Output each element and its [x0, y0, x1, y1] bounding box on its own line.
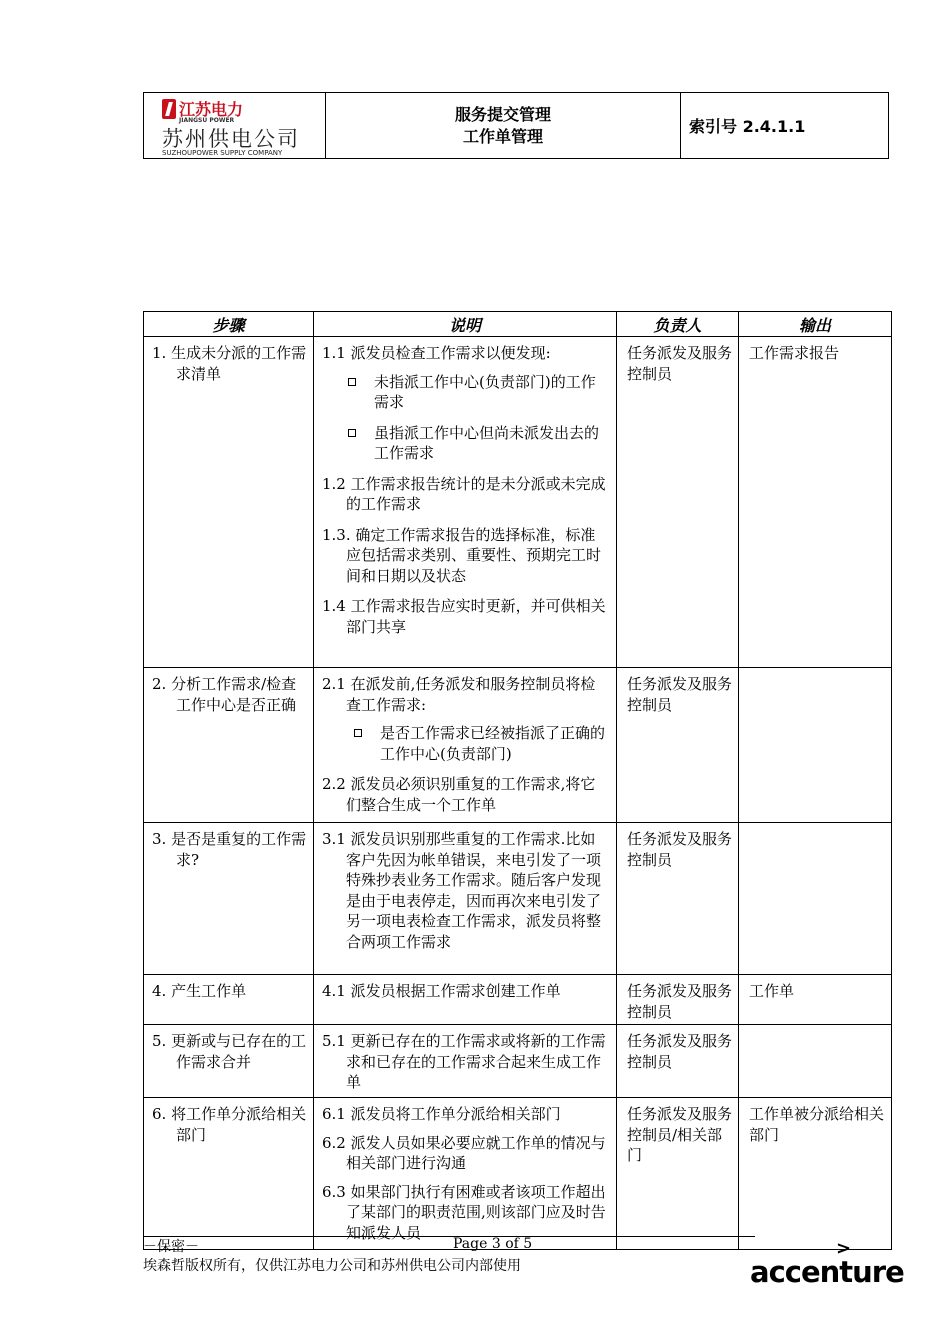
desc-item: 3.1 派发员识别那些重复的工作需求.比如客户先因为帐单错误，来电引发了一项特殊抄表业务工作需求。随后客户发现是由于电表停走，因而再次来电引发了另一项电表检查工作需求，派发员将整合两项工作需求 [322, 830, 602, 951]
header-description: 说明 [314, 312, 617, 337]
process-steps-table [143, 311, 892, 1250]
step-cell: 1. 生成未分派的工作需求清单 [152, 344, 307, 383]
document-header [143, 92, 889, 159]
table-row [144, 975, 892, 1025]
owner-cell: 任务派发及服务控制员/相关部门 [627, 1105, 733, 1164]
company-logo [144, 93, 326, 158]
desc-item: 1.4 工作需求报告应实时更新，并可供相关部门共享 [322, 597, 606, 636]
table-row [144, 668, 892, 823]
step-cell: 6. 将工作单分派给相关部门 [152, 1105, 307, 1144]
description-cell [314, 337, 617, 668]
desc-item: 4.1 派发员根据工作需求创建工作单 [322, 982, 561, 1000]
accenture-logo: accenture [750, 1255, 904, 1289]
document-title [326, 93, 681, 158]
step-cell: 2. 分析工作需求/检查工作中心是否正确 [152, 675, 297, 714]
desc-item: 1.3. 确定工作需求报告的选择标准，标准应包括需求类别、重要性、预期完工时间和日期以及状态 [322, 525, 602, 585]
checkbox-bullet-icon [348, 378, 356, 386]
description-cell [314, 1098, 617, 1250]
page-number: Page 3 of 5 [453, 1236, 533, 1252]
description-cell [314, 1025, 617, 1098]
table-header-row [144, 312, 892, 337]
logo-line1: 江苏电力 [179, 100, 244, 119]
desc-item: 2.2 派发员必须识别重复的工作需求,将它们整合生成一个工作单 [322, 775, 596, 814]
checkbox-bullet-icon [348, 429, 356, 437]
step-cell: 3. 是否是重复的工作需求? [152, 830, 307, 869]
table-row [144, 823, 892, 975]
table-row [144, 1098, 892, 1250]
bullet-item: 是否工作需求已经被指派了正确的工作中心(负责部门) [352, 723, 610, 764]
copyright-notice: 埃森哲版权所有，仅供江苏电力公司和苏州供电公司内部使用 [143, 1258, 521, 1274]
owner-cell: 任务派发及服务控制员 [627, 675, 733, 714]
logo-line2: 苏州供电公司 [162, 127, 300, 151]
logo-line2-en: SUZHOUPOWER SUPPLY COMPANY [162, 149, 283, 157]
header-step: 步骤 [144, 312, 314, 337]
step-cell: 4. 产生工作单 [152, 982, 247, 1000]
header-owner: 负责人 [617, 312, 739, 337]
title-line1: 服务提交管理 [454, 104, 551, 124]
desc-item: 1.2 工作需求报告统计的是未分派或未完成的工作需求 [322, 474, 606, 513]
owner-cell: 任务派发及服务控制员 [627, 1032, 733, 1071]
footer-divider [143, 1236, 755, 1237]
confidential-label: －保密－ [143, 1239, 199, 1255]
owner-cell: 任务派发及服务控制员 [627, 982, 733, 1021]
output-cell: 工作单 [749, 982, 795, 1000]
table-row [144, 337, 892, 668]
owner-cell: 任务派发及服务控制员 [627, 344, 733, 383]
desc-item: 5.1 更新已存在的工作需求或将新的工作需求和已存在的工作需求合起来生成工作单 [322, 1032, 606, 1091]
desc-item: 6.3 如果部门执行有困难或者该项工作超出了某部门的职责范围,则该部门应及时告知派发人员 [322, 1182, 606, 1242]
desc-item: 2.1 在派发前,任务派发和服务控制员将检查工作需求: [322, 675, 596, 714]
owner-cell: 任务派发及服务控制员 [627, 830, 733, 869]
description-cell [314, 975, 617, 1025]
bullet-item: 未指派工作中心(负责部门)的工作需求 [346, 372, 610, 413]
index-number: 索引号 2.4.1.1 [689, 117, 806, 136]
accenture-chevron-icon: > [836, 1238, 852, 1259]
step-cell: 5. 更新或与已存在的工作需求合并 [152, 1032, 307, 1071]
title-line2: 工作单管理 [462, 126, 543, 146]
description-cell [314, 823, 617, 975]
output-cell: 工作需求报告 [749, 344, 840, 362]
desc-item: 1.1 派发员检查工作需求以便发现: [322, 344, 551, 362]
header-output: 输出 [739, 312, 892, 337]
desc-item: 6.2 派发人员如果必要应就工作单的情况与相关部门进行沟通 [322, 1133, 606, 1172]
bullet-item: 虽指派工作中心但尚未派发出去的工作需求 [346, 423, 610, 464]
logo-line1-en: JIANGSU POWER [179, 117, 235, 124]
table-row [144, 1025, 892, 1098]
output-cell: 工作单被分派给相关部门 [749, 1105, 885, 1144]
desc-item: 6.1 派发员将工作单分派给相关部门 [322, 1105, 561, 1123]
checkbox-bullet-icon [354, 729, 362, 737]
jiangsu-power-logo-icon [162, 99, 176, 119]
description-cell [314, 668, 617, 823]
